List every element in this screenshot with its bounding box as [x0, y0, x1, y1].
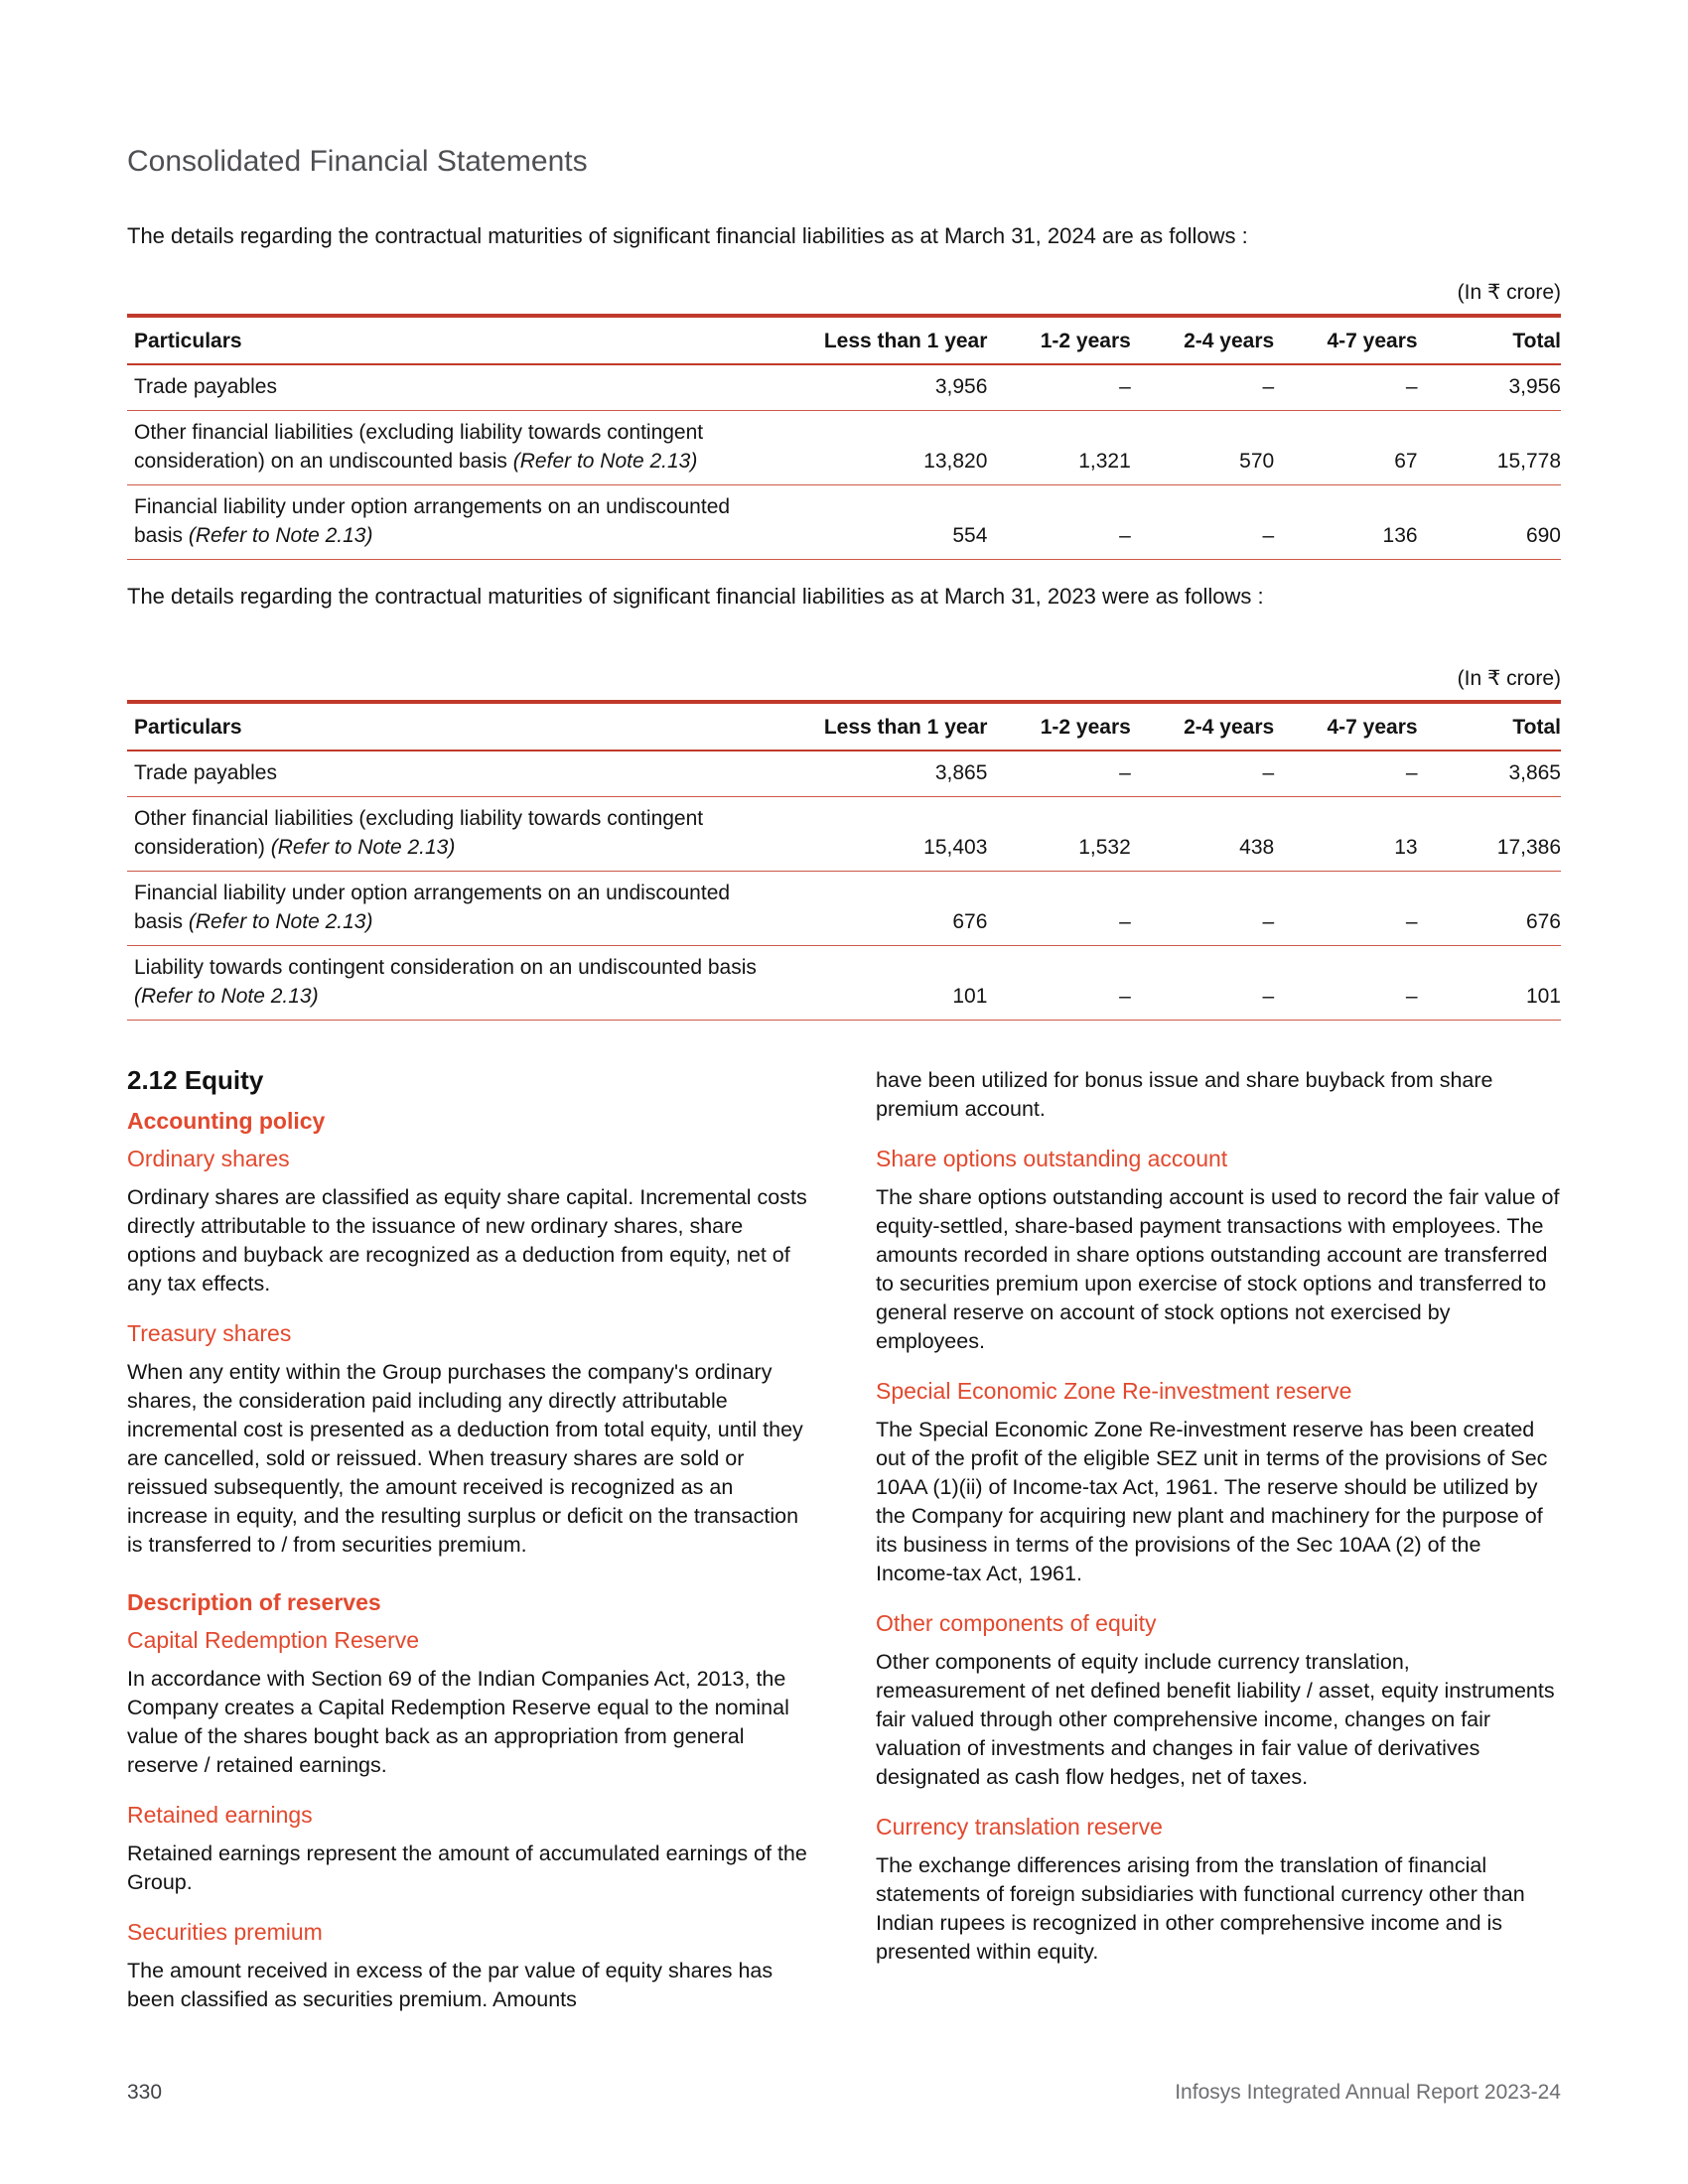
currency-translation-heading: Currency translation reserve — [876, 1814, 1163, 1840]
securities-premium-continued-paragraph: have been utilized for bonus issue and share buyback from share premium account. — [876, 1068, 1493, 1121]
table-row — [127, 364, 1561, 411]
cell-less-than-1-year: 3,956 — [801, 364, 988, 411]
row-label-cell — [127, 751, 801, 797]
header-2-4-years: 2-4 years — [1131, 702, 1274, 751]
cell-less-than-1-year: 13,820 — [801, 411, 988, 485]
share-options-paragraph: The share options outstanding account is used to record the fair value of equity-settled, share-based payment transactions with employees. The amounts recorded in share options outstanding account are transferred to securities premium upon exercise of stock options and transferred to general reserve on account of stock options not exercised by employees. — [876, 1185, 1560, 1353]
ordinary-shares-heading: Ordinary shares — [127, 1146, 290, 1171]
header-less-than-1-year: Less than 1 year — [801, 316, 988, 364]
table-row — [127, 797, 1561, 872]
cell-total: 3,956 — [1418, 364, 1561, 411]
cell-4-7-years: – — [1274, 872, 1417, 946]
retained-earnings-heading: Retained earnings — [127, 1802, 313, 1828]
cell-1-2-years: – — [987, 364, 1130, 411]
cell-total: 17,386 — [1418, 797, 1561, 872]
header-total: Total — [1418, 702, 1561, 751]
row-note: (Refer to Note 2.13) — [188, 524, 373, 547]
currency-note-2023: (In ₹ crore) — [1457, 667, 1561, 690]
treasury-shares-paragraph: When any entity within the Group purchases the company's ordinary shares, the consideration paid including any directly attributable incremental cost is presented as a deduction from total equity, until they are cancelled, sold or reissued. When treasury shares are sold or reissued subsequently, the amount received is recognized as an increase in equity, and the resulting surplus or deficit on the transaction is transferred to / from securities premium. — [127, 1360, 803, 1557]
cell-4-7-years: 13 — [1274, 797, 1417, 872]
equity-heading: 2.12 Equity — [127, 1065, 264, 1095]
row-label-cell — [127, 946, 801, 1021]
intro-paragraph-2024: The details regarding the contractual maturities of significant financial liabilities as at March 31, 2024 are as follows : — [127, 223, 1248, 248]
equity-section — [127, 1066, 1561, 2014]
cell-2-4-years: 438 — [1131, 797, 1274, 872]
header-4-7-years: 4-7 years — [1274, 316, 1417, 364]
table-row — [127, 411, 1561, 485]
header-2-4-years: 2-4 years — [1131, 316, 1274, 364]
cell-1-2-years: – — [987, 485, 1130, 560]
cell-2-4-years: – — [1131, 485, 1274, 560]
cell-less-than-1-year: 676 — [801, 872, 988, 946]
table-header-row — [127, 316, 1561, 364]
description-of-reserves-heading: Description of reserves — [127, 1589, 381, 1615]
cell-less-than-1-year: 554 — [801, 485, 988, 560]
cell-total: 690 — [1418, 485, 1561, 560]
maturities-table-2023 — [127, 700, 1561, 1021]
table-row — [127, 872, 1561, 946]
intro-paragraph-2023: The details regarding the contractual maturities of significant financial liabilities as at March 31, 2023 were as follows : — [127, 584, 1264, 609]
header-particulars: Particulars — [127, 702, 801, 751]
cell-2-4-years: – — [1131, 872, 1274, 946]
row-label-cell — [127, 485, 801, 560]
cell-4-7-years: 136 — [1274, 485, 1417, 560]
cell-less-than-1-year: 3,865 — [801, 751, 988, 797]
sez-reserve-heading: Special Economic Zone Re-investment reserve — [876, 1378, 1352, 1404]
row-label: Financial liability under option arrangements on an undiscounted basis — [134, 882, 731, 933]
header-1-2-years: 1-2 years — [987, 702, 1130, 751]
equity-left-column — [127, 1066, 812, 2014]
cell-total: 101 — [1418, 946, 1561, 1021]
accounting-policy-heading: Accounting policy — [127, 1108, 326, 1134]
header-less-than-1-year: Less than 1 year — [801, 702, 988, 751]
maturities-table-2024 — [127, 314, 1561, 560]
cell-1-2-years: – — [987, 872, 1130, 946]
row-note: (Refer to Note 2.13) — [512, 450, 698, 473]
row-note: (Refer to Note 2.13) — [188, 910, 373, 933]
treasury-shares-heading: Treasury shares — [127, 1320, 292, 1346]
row-note: (Refer to Note 2.13) — [270, 836, 456, 859]
other-components-paragraph: Other components of equity include currency translation, remeasurement of net defined benefit liability / asset, equity instruments fair valued through other comprehensive income, changes on fair valuation of investments and changes in fair value of derivatives designated as cash flow hedges, net of taxes. — [876, 1650, 1555, 1789]
cell-4-7-years: – — [1274, 946, 1417, 1021]
currency-translation-paragraph: The exchange differences arising from the translation of financial statements of foreign subsidiaries with functional currency other than Indian rupees is recognized in other comprehensive income and is presented within equity. — [876, 1853, 1525, 1964]
report-title: Infosys Integrated Annual Report 2023-24 — [1175, 2081, 1561, 2104]
row-label: Other financial liabilities (excluding liability towards contingent consideration) — [134, 807, 704, 859]
securities-premium-heading: Securities premium — [127, 1919, 323, 1945]
row-label: Trade payables — [134, 375, 277, 398]
cell-2-4-years: – — [1131, 364, 1274, 411]
header-4-7-years: 4-7 years — [1274, 702, 1417, 751]
row-label: Liability towards contingent consideration on an undiscounted basis — [134, 956, 757, 979]
row-label-cell — [127, 872, 801, 946]
table-row — [127, 946, 1561, 1021]
cell-4-7-years: – — [1274, 751, 1417, 797]
row-label: Trade payables — [134, 761, 277, 784]
securities-premium-paragraph: The amount received in excess of the par value of equity shares has been classified as securities premium. Amounts — [127, 1959, 774, 2011]
table-header-row — [127, 702, 1561, 751]
row-label: Financial liability under option arrangements on an undiscounted basis — [134, 495, 731, 547]
cell-1-2-years: – — [987, 946, 1130, 1021]
equity-right-column — [876, 1066, 1561, 2014]
cell-total: 676 — [1418, 872, 1561, 946]
cell-1-2-years: 1,321 — [987, 411, 1130, 485]
cell-2-4-years: – — [1131, 946, 1274, 1021]
cell-4-7-years: – — [1274, 364, 1417, 411]
page-number: 330 — [127, 2081, 163, 2104]
cell-2-4-years: 570 — [1131, 411, 1274, 485]
row-note: (Refer to Note 2.13) — [134, 985, 319, 1008]
cell-less-than-1-year: 101 — [801, 946, 988, 1021]
cell-total: 3,865 — [1418, 751, 1561, 797]
page-title: Consolidated Financial Statements — [127, 145, 588, 178]
page-footer — [127, 2081, 1561, 2105]
cell-less-than-1-year: 15,403 — [801, 797, 988, 872]
row-label-cell — [127, 797, 801, 872]
header-1-2-years: 1-2 years — [987, 316, 1130, 364]
capital-redemption-reserve-paragraph: In accordance with Section 69 of the Indian Companies Act, 2013, the Company creates a Capital Redemption Reserve equal to the nominal value of the shares bought back as an appropriation from general reserve / retained earnings. — [127, 1667, 789, 1777]
table-row — [127, 751, 1561, 797]
row-label-cell — [127, 411, 801, 485]
row-label: Other financial liabilities (excluding liability towards contingent consideration) on an undiscounted basis — [134, 421, 704, 473]
sez-reserve-paragraph: The Special Economic Zone Re-investment reserve has been created out of the profit of the eligible SEZ unit in terms of the provisions of Sec 10AA (1)(ii) of Income-tax Act, 1961. The reserve should be utilized by the Company for acquiring new plant and machinery for the purpose of its business in terms of the provisions of the Sec 10AA (2) of the Income-tax Act, 1961. — [876, 1418, 1548, 1585]
cell-1-2-years: – — [987, 751, 1130, 797]
cell-4-7-years: 67 — [1274, 411, 1417, 485]
share-options-heading: Share options outstanding account — [876, 1146, 1228, 1171]
other-components-heading: Other components of equity — [876, 1610, 1157, 1636]
header-total: Total — [1418, 316, 1561, 364]
currency-note-2024: (In ₹ crore) — [1457, 281, 1561, 304]
retained-earnings-paragraph: Retained earnings represent the amount of accumulated earnings of the Group. — [127, 1842, 807, 1894]
header-particulars: Particulars — [127, 316, 801, 364]
table-row — [127, 485, 1561, 560]
row-label-cell — [127, 364, 801, 411]
cell-total: 15,778 — [1418, 411, 1561, 485]
cell-1-2-years: 1,532 — [987, 797, 1130, 872]
capital-redemption-reserve-heading: Capital Redemption Reserve — [127, 1627, 420, 1653]
ordinary-shares-paragraph: Ordinary shares are classified as equity share capital. Incremental costs directly attributable to the issuance of new ordinary shares, share options and buyback are recognized as a deduction from equity, net of any tax effects. — [127, 1185, 807, 1296]
cell-2-4-years: – — [1131, 751, 1274, 797]
